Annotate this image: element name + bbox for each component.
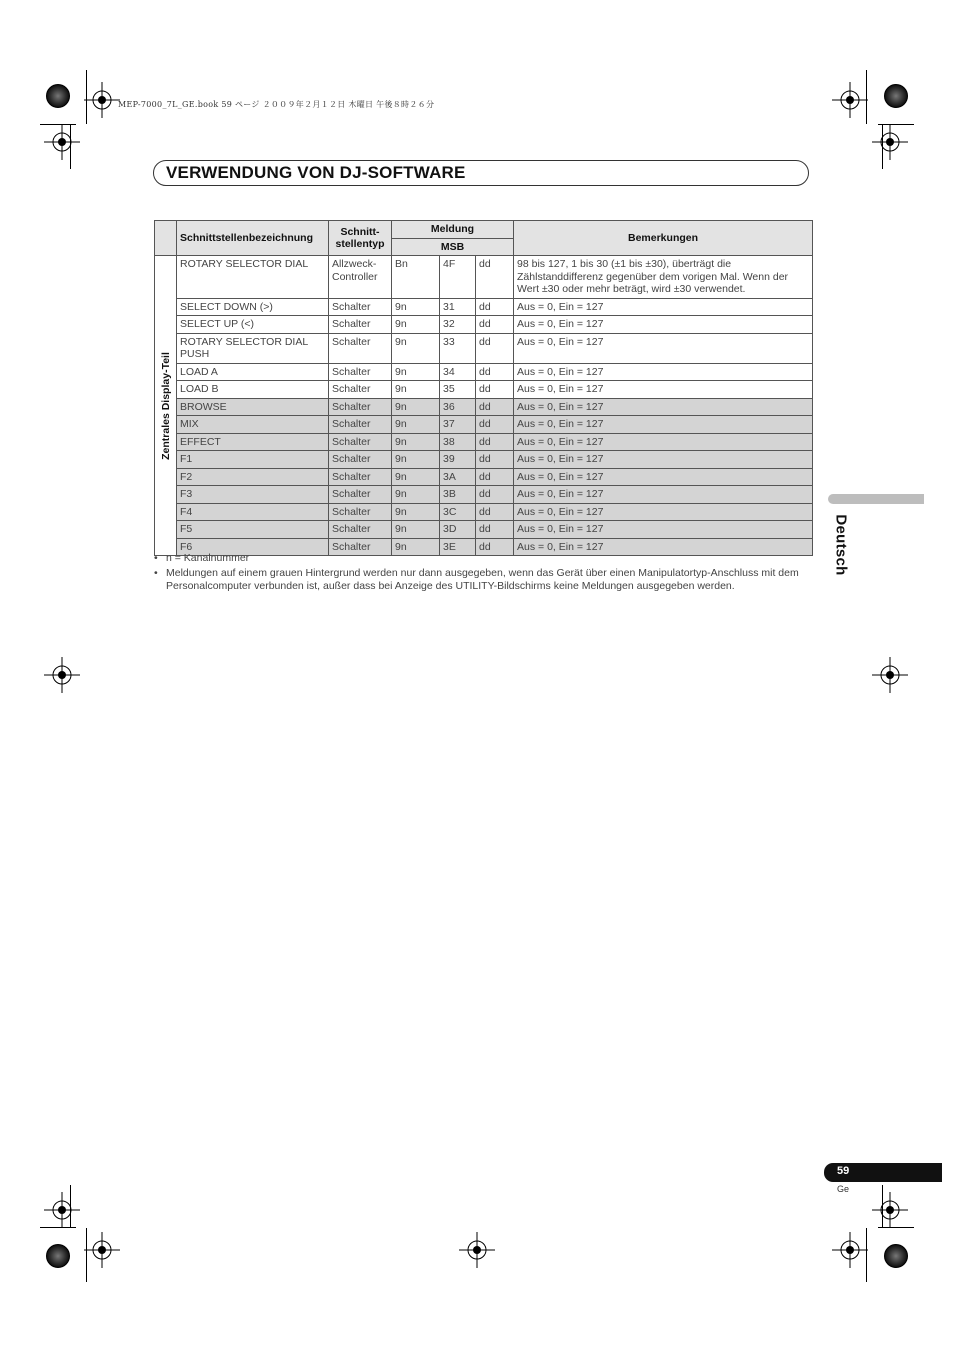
cell-remarks: Aus = 0, Ein = 127 <box>514 298 813 316</box>
cell-message-msb: 37 <box>440 416 476 434</box>
cell-remarks: Aus = 0, Ein = 127 <box>514 503 813 521</box>
cell-message-msb: 3C <box>440 503 476 521</box>
cell-message-msb: 4F <box>440 256 476 299</box>
table-row <box>155 363 813 381</box>
cell-message-value: dd <box>476 486 514 504</box>
cell-message-status: 9n <box>392 451 440 469</box>
cell-interface-type: Schalter <box>329 381 392 399</box>
language-tab-bar <box>828 494 924 504</box>
cell-interface-type: Schalter <box>329 468 392 486</box>
page-number-box <box>824 1163 942 1182</box>
cell-interface-name: F2 <box>177 468 329 486</box>
page-language-code: Ge <box>837 1184 850 1194</box>
cell-interface-name: F1 <box>177 451 329 469</box>
cell-message-status: 9n <box>392 416 440 434</box>
table-row <box>155 256 813 299</box>
cell-message-value: dd <box>476 398 514 416</box>
cell-message-value: dd <box>476 416 514 434</box>
cell-interface-type: Schalter <box>329 486 392 504</box>
cell-interface-type: Schalter <box>329 333 392 363</box>
header-message: Meldung <box>392 221 514 239</box>
table-row <box>155 398 813 416</box>
registration-mark-icon <box>872 1192 908 1228</box>
cell-remarks: Aus = 0, Ein = 127 <box>514 468 813 486</box>
registration-mark-icon <box>84 82 120 118</box>
cell-interface-type: Schalter <box>329 451 392 469</box>
table-row <box>155 381 813 399</box>
cell-remarks: Aus = 0, Ein = 127 <box>514 416 813 434</box>
header-msb: MSB <box>392 238 514 256</box>
cell-interface-name: EFFECT <box>177 433 329 451</box>
cell-interface-name: LOAD B <box>177 381 329 399</box>
color-rosette-icon <box>46 84 70 108</box>
cell-message-value: dd <box>476 333 514 363</box>
registration-mark-icon <box>84 1232 120 1268</box>
cell-remarks: Aus = 0, Ein = 127 <box>514 486 813 504</box>
table-row <box>155 521 813 539</box>
cell-message-value: dd <box>476 468 514 486</box>
cell-message-status: 9n <box>392 433 440 451</box>
table-row <box>155 468 813 486</box>
cell-message-msb: 31 <box>440 298 476 316</box>
cell-interface-name: F5 <box>177 521 329 539</box>
cell-interface-name: ROTARY SELECTOR DIAL PUSH <box>177 333 329 363</box>
note-text: Meldungen auf einem grauen Hintergrund werden nur dann ausgegeben, wenn das Gerät über einen Manipulatortyp-Anschluss mit dem Personalcomputer verbunden ist, außer dass bei Anzeige des UTILITY-Bildschirms keine Meldungen ausgegeben werden. <box>166 566 799 592</box>
midi-message-table <box>154 220 813 556</box>
cell-remarks: Aus = 0, Ein = 127 <box>514 521 813 539</box>
cell-message-status: 9n <box>392 398 440 416</box>
registration-mark-icon <box>872 657 908 693</box>
cell-interface-name: MIX <box>177 416 329 434</box>
cell-interface-name: F4 <box>177 503 329 521</box>
cell-interface-name: SELECT DOWN (>) <box>177 298 329 316</box>
cell-interface-type: Schalter <box>329 538 392 556</box>
cell-message-value: dd <box>476 298 514 316</box>
cell-interface-type: Schalter <box>329 521 392 539</box>
table-row <box>155 503 813 521</box>
cell-message-status: 9n <box>392 316 440 334</box>
table-row <box>155 416 813 434</box>
cell-interface-type: Schalter <box>329 398 392 416</box>
cell-message-msb: 39 <box>440 451 476 469</box>
cell-message-value: dd <box>476 256 514 299</box>
table-row <box>155 298 813 316</box>
table-row <box>155 433 813 451</box>
cell-message-msb: 3E <box>440 538 476 556</box>
cell-remarks: Aus = 0, Ein = 127 <box>514 398 813 416</box>
registration-mark-icon <box>459 1232 495 1268</box>
cell-remarks: Aus = 0, Ein = 127 <box>514 381 813 399</box>
cell-remarks: Aus = 0, Ein = 127 <box>514 333 813 363</box>
cell-remarks: Aus = 0, Ein = 127 <box>514 316 813 334</box>
header-remarks: Bemerkungen <box>514 221 813 256</box>
cell-message-value: dd <box>476 503 514 521</box>
cell-message-msb: 3B <box>440 486 476 504</box>
cell-message-value: dd <box>476 451 514 469</box>
cell-message-msb: 32 <box>440 316 476 334</box>
registration-mark-icon <box>44 1192 80 1228</box>
cell-interface-type: Schalter <box>329 503 392 521</box>
cell-interface-name: F3 <box>177 486 329 504</box>
cell-message-status: 9n <box>392 538 440 556</box>
note-bullet: • <box>154 566 158 579</box>
cell-message-status: 9n <box>392 298 440 316</box>
cell-message-value: dd <box>476 381 514 399</box>
table-row <box>155 451 813 469</box>
color-rosette-icon <box>884 84 908 108</box>
registration-mark-icon <box>44 124 80 160</box>
cell-interface-name: ROTARY SELECTOR DIAL <box>177 256 329 299</box>
cell-message-value: dd <box>476 521 514 539</box>
section-title-bar <box>153 160 809 186</box>
note-item <box>154 552 814 566</box>
registration-mark-icon <box>832 1232 868 1268</box>
cell-interface-type: Allzweck-Controller <box>329 256 392 299</box>
cell-message-value: dd <box>476 363 514 381</box>
cell-message-msb: 33 <box>440 333 476 363</box>
table-row <box>155 333 813 363</box>
cell-interface-name: BROWSE <box>177 398 329 416</box>
registration-mark-icon <box>872 124 908 160</box>
cell-remarks: Aus = 0, Ein = 127 <box>514 451 813 469</box>
cell-message-msb: 3A <box>440 468 476 486</box>
cell-message-status: 9n <box>392 468 440 486</box>
note-text: n = Kanalnummer <box>166 552 250 564</box>
group-label: Zentrales Display-Teil <box>159 351 172 460</box>
group-label-cell <box>155 256 177 556</box>
section-title: VERWENDUNG VON DJ-SOFTWARE <box>166 163 466 182</box>
page-number: 59 <box>837 1165 850 1177</box>
cell-remarks: Aus = 0, Ein = 127 <box>514 433 813 451</box>
registration-mark-icon <box>832 82 868 118</box>
cell-interface-type: Schalter <box>329 433 392 451</box>
cell-message-status: 9n <box>392 521 440 539</box>
header-blank-cell <box>155 221 177 256</box>
cell-interface-type: Schalter <box>329 363 392 381</box>
cell-message-msb: 38 <box>440 433 476 451</box>
cell-message-status: 9n <box>392 381 440 399</box>
cell-message-status: Bn <box>392 256 440 299</box>
cell-message-value: dd <box>476 316 514 334</box>
cell-interface-type: Schalter <box>329 298 392 316</box>
note-bullet: • <box>154 552 158 564</box>
cell-message-status: 9n <box>392 333 440 363</box>
cell-interface-name: F6 <box>177 538 329 556</box>
cell-interface-name: SELECT UP (<) <box>177 316 329 334</box>
color-rosette-icon <box>46 1244 70 1268</box>
notes <box>154 552 814 595</box>
print-header: MEP-7000_7L_GE.book 59 ページ ２００９年２月１２日 木曜日 午後８時２６分 <box>118 100 435 109</box>
table-row <box>155 316 813 334</box>
cell-message-status: 9n <box>392 503 440 521</box>
registration-mark-icon <box>44 657 80 693</box>
color-rosette-icon <box>884 1244 908 1268</box>
cell-message-msb: 3D <box>440 521 476 539</box>
cell-message-msb: 36 <box>440 398 476 416</box>
note-item <box>154 567 814 594</box>
language-tab-label: Deutsch <box>832 514 850 576</box>
table-body <box>155 256 813 556</box>
cell-message-status: 9n <box>392 363 440 381</box>
cell-message-value: dd <box>476 433 514 451</box>
cell-interface-type: Schalter <box>329 316 392 334</box>
cell-message-value: dd <box>476 538 514 556</box>
cell-remarks: 98 bis 127, 1 bis 30 (±1 bis ±30), überträgt die Zählstanddifferenz gegenüber dem vorigen Mal. Wenn der Wert ±30 oder mehr beträgt, wird ±30 verwendet. <box>514 256 813 299</box>
cell-message-msb: 34 <box>440 363 476 381</box>
cell-message-msb: 35 <box>440 381 476 399</box>
header-interface-name: Schnittstellenbezeichnung <box>177 221 329 256</box>
cell-interface-type: Schalter <box>329 416 392 434</box>
cell-remarks: Aus = 0, Ein = 127 <box>514 538 813 556</box>
cell-interface-name: LOAD A <box>177 363 329 381</box>
header-interface-type: Schnitt- stellentyp <box>329 221 392 256</box>
table-row <box>155 486 813 504</box>
cell-message-status: 9n <box>392 486 440 504</box>
cell-remarks: Aus = 0, Ein = 127 <box>514 363 813 381</box>
